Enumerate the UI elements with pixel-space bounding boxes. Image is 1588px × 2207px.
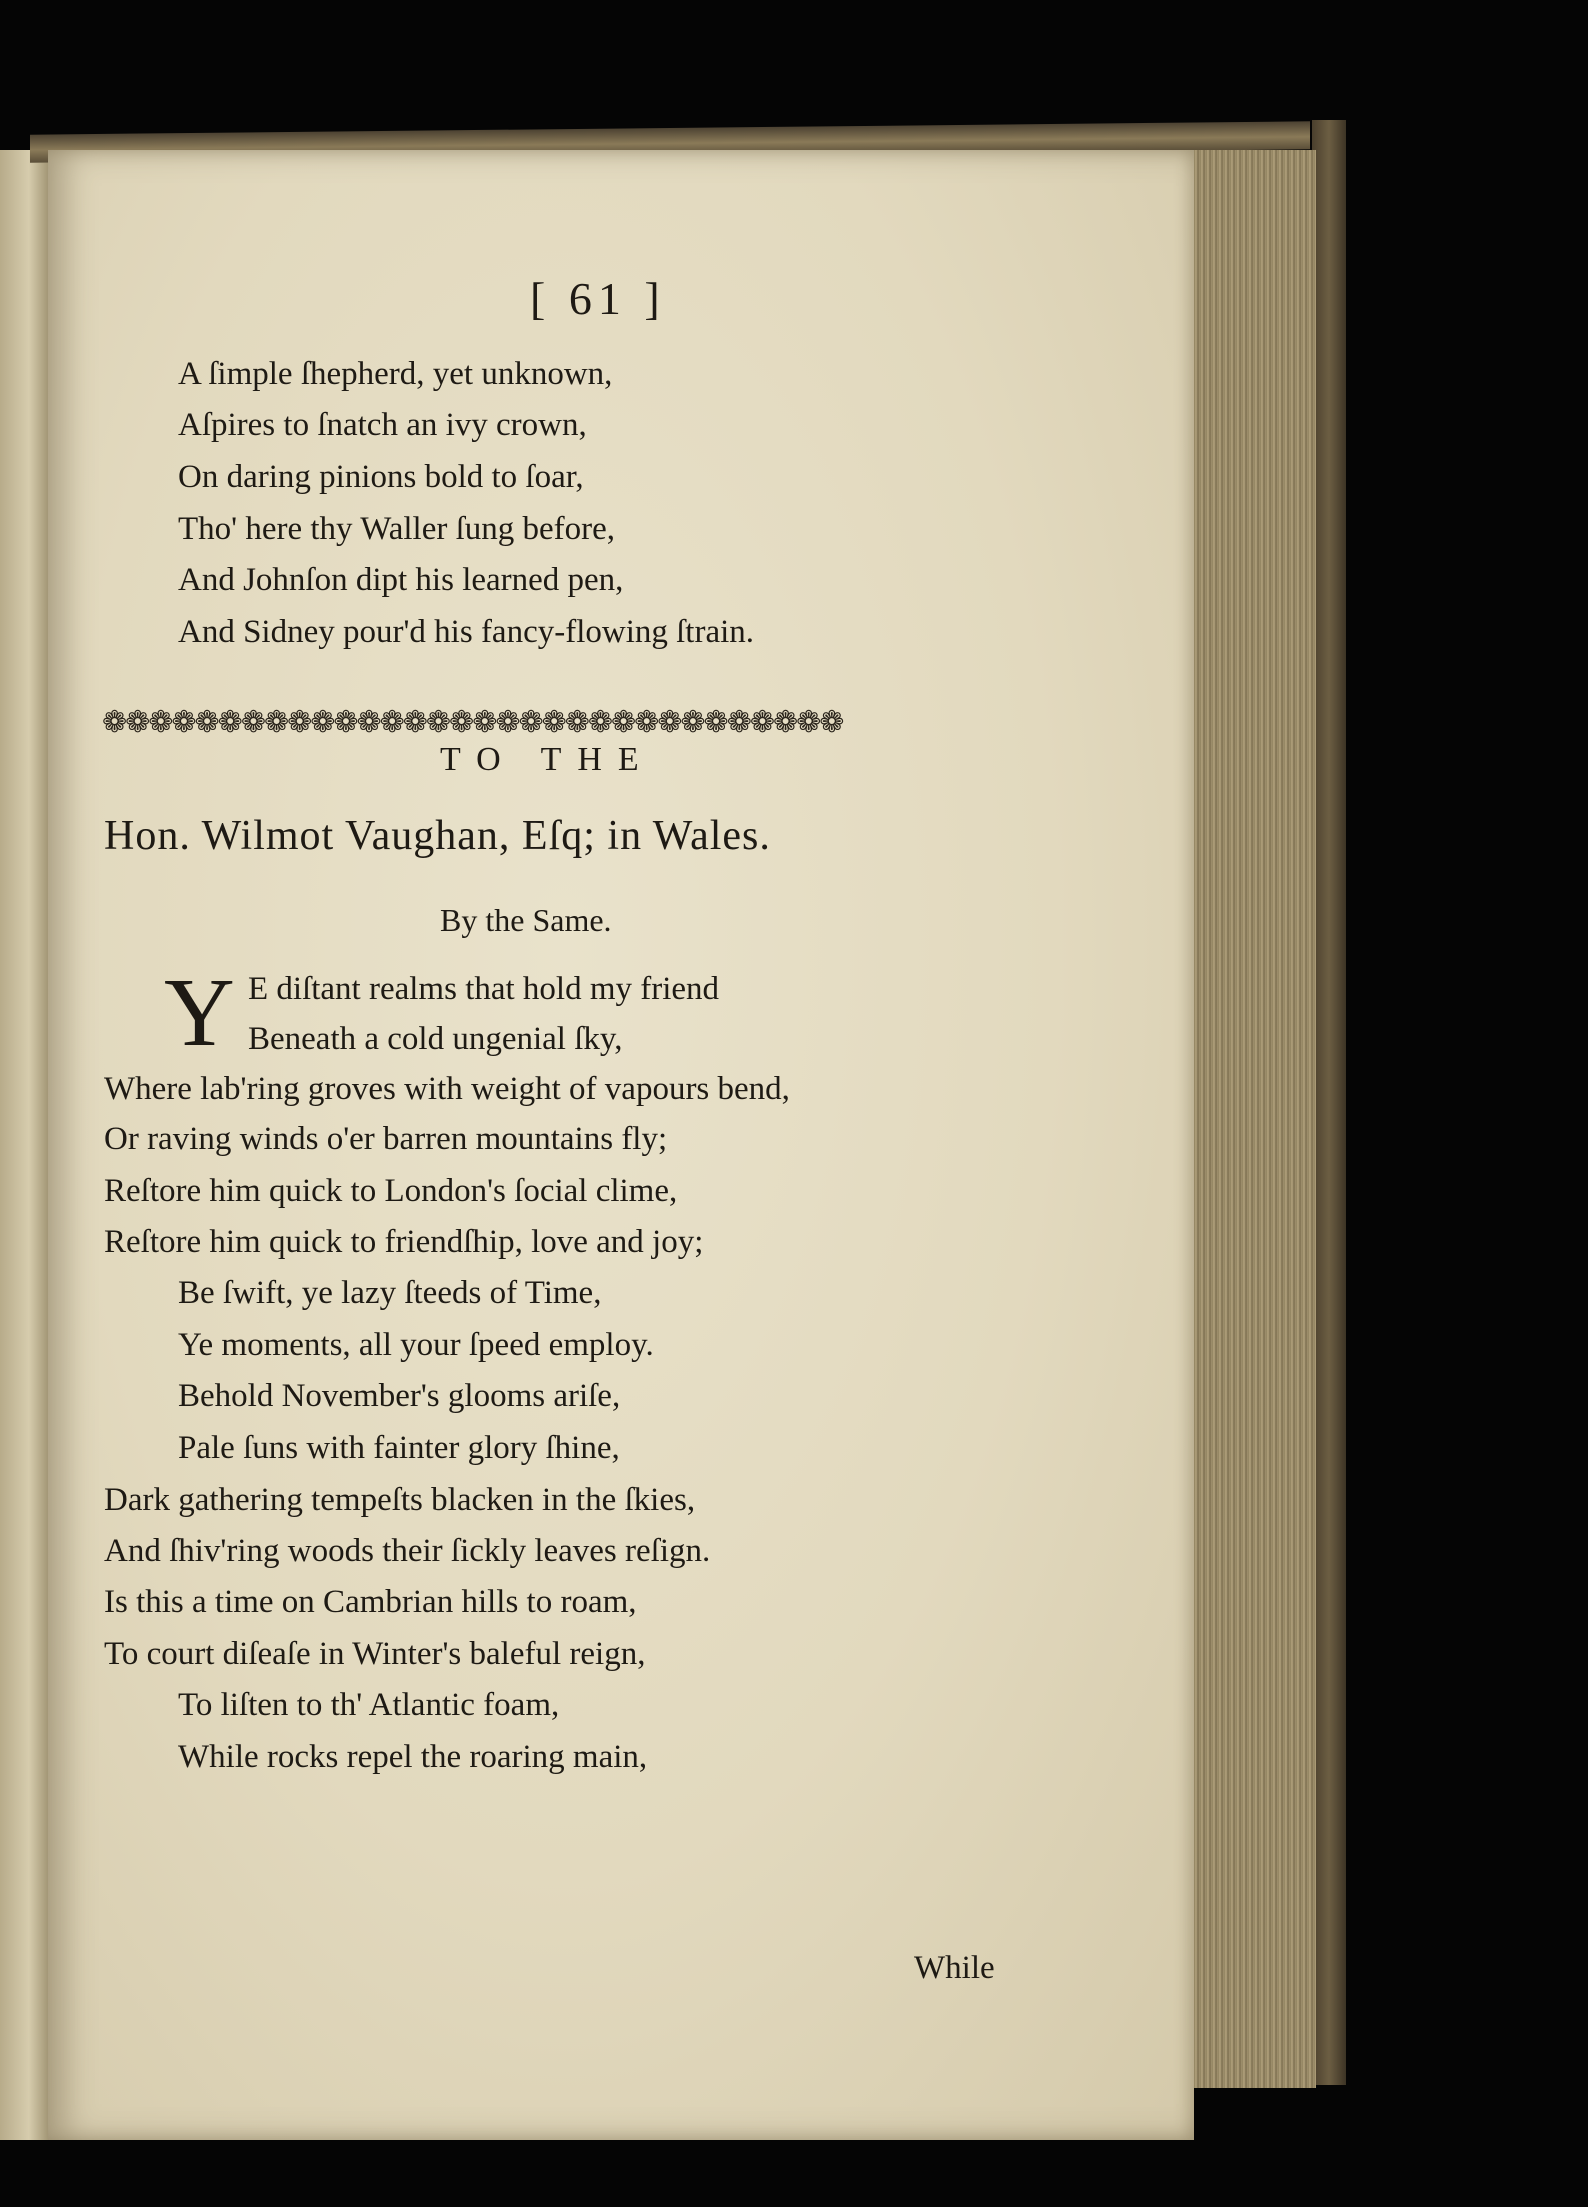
verse-line: While rocks repel the roaring main, <box>178 1739 648 1775</box>
verse-line: On daring pinions bold to ſoar, <box>178 459 584 495</box>
title-to-the: TO THE <box>440 741 655 778</box>
verse-line: Or raving winds o'er barren mountains fly; <box>104 1121 668 1157</box>
verse-line: To liſten to th' Atlantic foam, <box>178 1687 560 1723</box>
verse-line: Be ſwift, ye lazy ſteeds of Time, <box>178 1275 602 1311</box>
verse-line: Aſpires to ſnatch an ivy crown, <box>178 407 587 443</box>
verse-line: Reſtore him quick to London's ſocial clime, <box>104 1173 678 1209</box>
verse-line: E diſtant realms that hold my friend <box>248 971 720 1007</box>
previous-page-edge <box>0 150 50 2140</box>
verse-line: A ſimple ſhepherd, yet unknown, <box>178 356 613 392</box>
verse-line: And ſhiv'ring woods their ſickly leaves reſign. <box>104 1533 711 1569</box>
verse-line: Behold November's glooms ariſe, <box>178 1378 621 1414</box>
byline: By the Same. <box>440 902 612 938</box>
verse-line: Tho' here thy Waller ſung before, <box>178 511 616 547</box>
verse-line: Beneath a cold ungenial ſky, <box>248 1021 623 1057</box>
verse-line: Dark gathering tempeſts blacken in the ſkies, <box>104 1482 696 1518</box>
verse-line: Pale ſuns with fainter glory ſhine, <box>178 1430 620 1466</box>
verse-line: And Johnſon dipt his learned pen, <box>178 562 624 598</box>
drop-cap: Y <box>164 959 235 1067</box>
verse-line: To court diſeaſe in Winter's baleful reign, <box>104 1636 646 1672</box>
verse-line: Is this a time on Cambrian hills to roam, <box>104 1584 637 1620</box>
verse-line: Ye moments, all your ſpeed employ. <box>178 1327 654 1363</box>
cover-board <box>1312 120 1346 2085</box>
verse-line: And Sidney pour'd his fancy-flowing ſtrain. <box>178 614 755 650</box>
page-number: [ 61 ] <box>530 273 666 324</box>
catchword: While <box>914 1950 995 1986</box>
poem-title: Hon. Wilmot Vaughan, Eſq; in Wales. <box>104 813 771 859</box>
book-page <box>48 150 1194 2140</box>
page-fore-edge <box>1192 150 1316 2088</box>
ornament-rule: ❁❁❁❁❁❁❁❁❁❁❁❁❁❁❁❁❁❁❁❁❁❁❁❁❁❁❁❁❁❁❁❁ <box>102 706 843 739</box>
verse-line: Reſtore him quick to friendſhip, love and joy; <box>104 1224 704 1260</box>
verse-line: Where lab'ring groves with weight of vapours bend, <box>104 1071 790 1107</box>
